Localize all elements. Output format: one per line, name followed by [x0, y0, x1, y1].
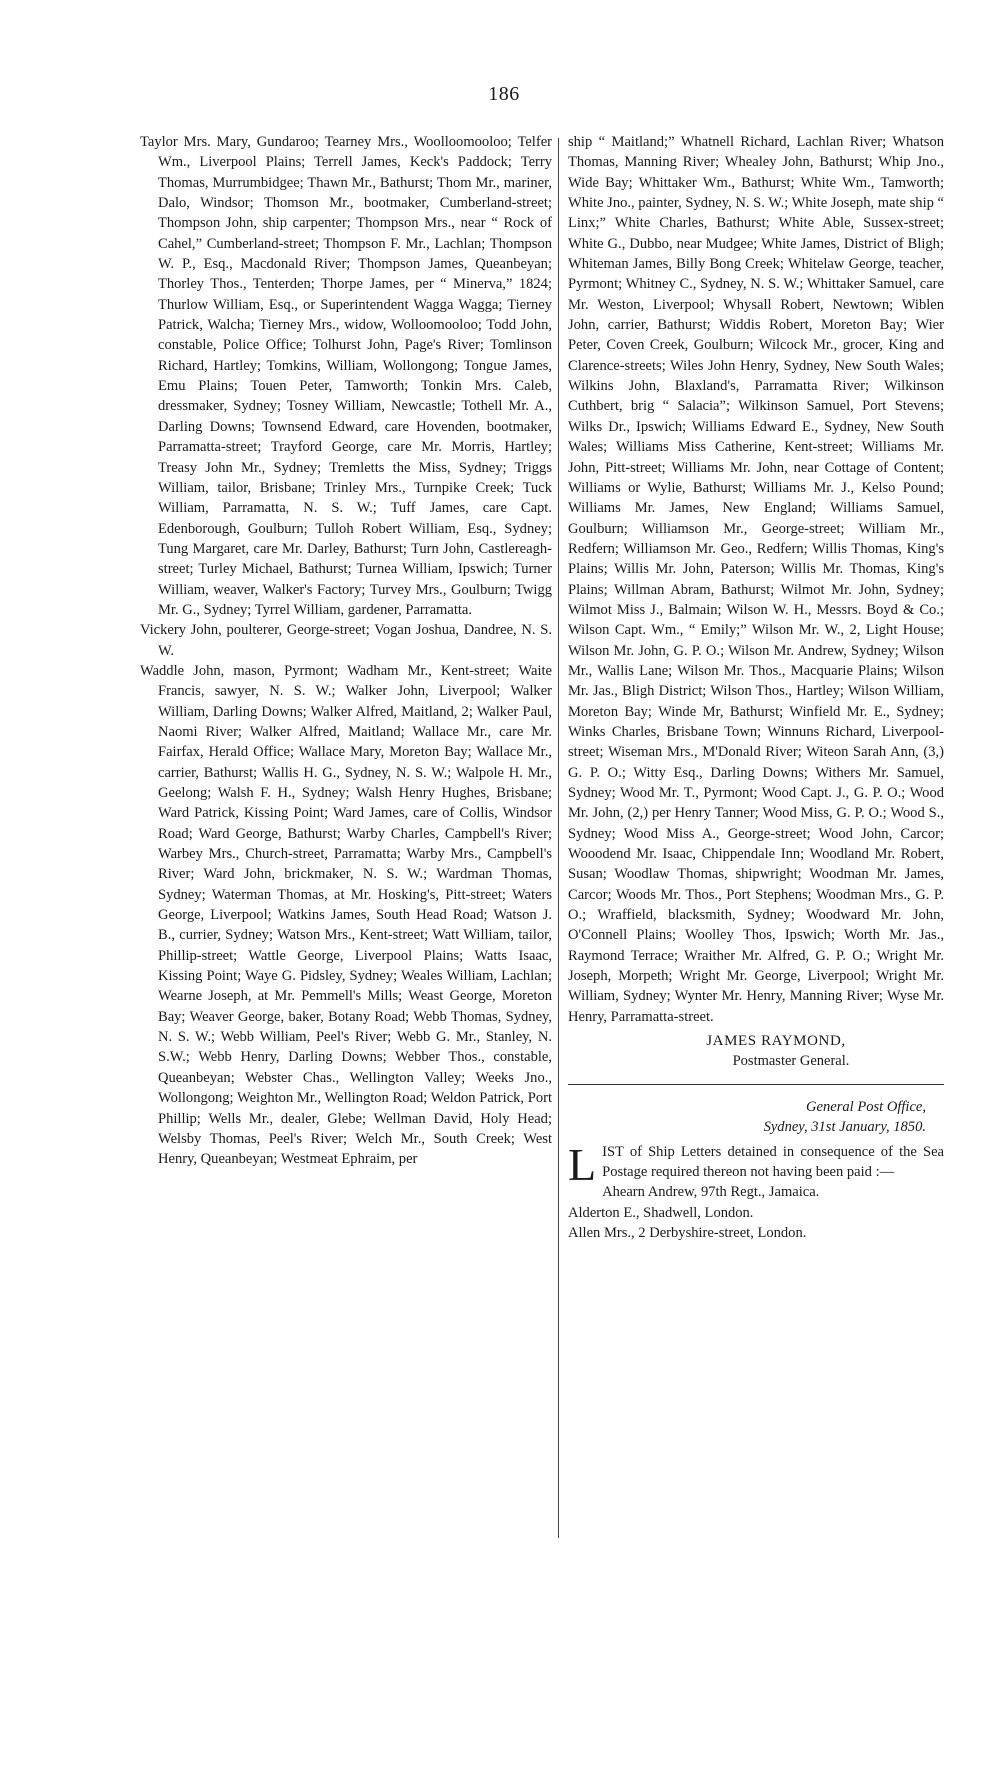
ship-letter-entry: Alderton E., Shadwell, London.: [568, 1204, 754, 1221]
notice-intro: [568, 1138, 944, 1190]
signature-title: Postmaster General.: [732, 1053, 850, 1070]
signature-name: JAMES RAYMOND,: [706, 1033, 846, 1050]
notice-intro-text: IST of Ship Letters detained in consequence of the Sea Postage required thereon not having been paid :—: [602, 1143, 944, 1180]
drop-cap: L: [568, 1138, 597, 1190]
ship-letter-entry: Ahearn Andrew, 97th Regt., Jamaica.: [602, 1184, 820, 1201]
notice-office: General Post Office,: [806, 1098, 926, 1115]
directory-paragraph-v: Vickery John, poulterer, George-street; Vogan Joshua, Dandree, N. S. W.: [140, 622, 552, 659]
page-number: 186: [488, 83, 520, 105]
directory-paragraph-t: Taylor Mrs. Mary, Gundaroo; Tearney Mrs., Woolloomooloo; Telfer Wm., Liverpool Plains; Terrell James, Keck's Paddock; Terry Thomas, Murrumbidgee; Thawn Mr., Bathurst; Thom Mr., mariner, Dalo, Windsor; Thomson Mr., bootmaker, Cumberland-street; Thompson John, ship carpenter; Thompson Mrs., near “ Rock of Cahel,” Cumberland-street; Thompson F. Mr., Lachlan; Thompson W. P., Esq., Macdonald River; Thompson James, Queanbeyan; Thorley Thos., Tenterden; Thorpe James, per “ Minerva,” 1824; Thurlow William, Esq., or Superintendent Wagga Wagga; Tierney Patrick, Walcha; Tierney Mrs., widow, Wolloomooloo; Todd John, constable, Police Office; Tolhurst John, Page's River; Tomlinson Richard, Hartley; Tomkins, William, Wollongong; Tongue James, Emu Plains; Touen Peter, Tamworth; Tonkin Mrs. Caleb, dressmaker, Sydney; Tosney William, Newcastle; Tothell Mr. A., Darling Downs; Townsend Edward, care Hovenden, bootmaker, Parramatta-street; Trayford George, care Mr. Morris, Hartley; Treasy John Mr., Sydney; Tremletts the Miss, Sydney; Triggs William, tailor, Brisbane; Trinley Mrs., Turnpike Creek; Tuck William, Parramatta, N. S. W.; Tuff James, care Capt. Edenborough, Goulburn; Tulloh Robert William, Esq., Sydney; Tung Margaret, care Mr. Darley, Bathurst; Turn John, Castlereagh-street; Turley Michael, Bathurst; Turnea William, Ipswich; Turner William, weaver, Walker's Factory; Turvey Mrs., Goulburn; Twigg Mr. G., Sydney; Tyrrel William, gardener, Parramatta.: [140, 134, 552, 618]
ship-letter-entry: Allen Mrs., 2 Derbyshire-street, London.: [568, 1224, 807, 1241]
directory-paragraph-w: Waddle John, mason, Pyrmont; Wadham Mr., Kent-street; Waite Francis, sawyer, N. S. W.; Walker John, Liverpool; Walker William, Darling Downs; Walker Alfred, Maitland, 2; Walker Paul, Naomi River; Walker Alfred, Maitland; Wallace Mr., care Mr. Fairfax, Herald Office; Wallace Mary, Moreton Bay; Wallace Mr., carrier, Bathurst; Wallis H. G., Sydney, N. S. W.; Walpole H. Mr., Geelong; Walsh F. H., Sydney; Walsh Henry Hughes, Brisbane; Ward Patrick, Kissing Point; Ward James, care of Collis, Windsor Road; Ward George, Bathurst; Warby Charles, Campbell's River; Warbey Mrs., Church-street, Parramatta; Warby Mrs., Campbell's River; Ward John, brickmaker, N. S. W.; Wardman Thomas, Sydney; Waterman Thomas, at Mr. Hosking's, Pitt-street; Waters George, Liverpool; Watkins James, South Head Road; Watson J. B., currier, Sydney; Watson Mrs., Kent-street; Watt William, tailor, Phillip-street; Wattle George, Liverpool Plains; Watts Isaac, Kissing Point; Waye G. Pidsley, Sydney; Weales William, Lachlan; Wearne Joseph, at Mr. Pemmell's Mills; Weast George, Moreton Bay; Weaver George, baker, Botany Road; Webb Thomas, Sydney, N. S. W.; Webb William, Peel's River; Webb G. Mr., Stanley, N. S.W.; Webb Henry, Darling Downs; Webber Thos., constable, Queanbeyan; Webster Chas., Wellington Valley; Weeks Jno., Wollongong; Weighton Mr., Wellington Road; Weldon Patrick, Port Phillip; Wells Mr., dealer, Glebe; Wellman David, Holy Head; Welsby Thomas, Peel's River; Welch Mr., South Creek; West Henry, Queanbeyan; Westmeat Ephraim, per: [140, 662, 552, 1168]
section-divider: [568, 1084, 944, 1085]
directory-paragraph-continued: ship “ Maitland;” Whatnell Richard, Lachlan River; Whatson Thomas, Manning River; Whealey John, Bathurst; Whip Jno., Wide Bay; Whittaker Wm., Bathurst; White Wm., Tamworth; White Jno., painter, Sydney, N. S. W.; White Joseph, mate ship “ Linx;” White Charles, Bathurst; White Able, Sussex-street; White G., Dubbo, near Mudgee; White James, District of Bligh; Whiteman James, Billy Bong Creek; Whitelaw George, teacher, Pyrmont; Whitney C., Sydney, N. S. W.; Whittaker Samuel, care Mr. Weston, Liverpool; Whysall Robert, Newtown; Wiblen John, carrier, Bathurst; Widdis Robert, Moreton Bay; Wier Peter, Coven Creek, Goulburn; Wilcock Mr., grocer, King and Clarence-streets; Wiles John Henry, Sydney, New South Wales; Wilkins John, Blaxland's, Parramatta River; Wilkinson Cuthbert, brig “ Salacia”; Wilkinson Samuel, Port Stevens; Wilks Dr., Ipswich; Williams Edward E., Sydney, New South Wales; Williams Miss Catherine, Kent-street; Williams Mr. John, Pitt-street; Williams Mr. John, near Cottage of Content; Williams or Wylie, Bathurst; Williams Mr. J., Kelso Pound; Williams Mr. James, New England; Williams Samuel, Goulburn; Williamson Mr., George-street; William Mr., Redfern; Williamson Mr. Geo., Redfern; Willis Thomas, King's Plains; Willis Mr. John, Paterson; Willis Mr. Thomas, King's Plains; Willman Abram, Bathurst; Wilmot Mr. John, Sydney; Wilmot Miss J., Balmain; Wilson W. H., Messrs. Boyd & Co.; Wilson Capt. Wm., “ Emily;” Wilson Mr. W., 2, Light House; Wilson Mr. John, G. P. O.; Wilson Mr. Andrew, Sydney; Wilson Mr., Wallis Lane; Wilson Mr. Thos., Macquarie Plains; Wilson Mr. Jas., Bligh District; Wilson Thos., Hartley; Wilson William, Moreton Bay; Winde Mr, Bathurst; Winfield Mr. E., Sydney; Winks Charles, Brisbane Town; Winnuns Richard, Liverpool-street; Wiseman Mrs., M'Donald River; Witeon Sarah Ann, (3,) G. P. O.; Witty Esq., Darling Downs; Withers Mr. Samuel, Sydney; Wood Mr. T., Pyrmont; Wood Capt. J., G. P. O.; Wood Mr. John, (2,) per Henry Tanner; Wood Miss, G. P. O.; Wood S., Sydney; Wood Miss A., George-street; Wood John, Carcor; Wooodend Mr. Isaac, Chippendale Inn; Woodland Mr. Robert, Susan; Woodlaw Thomas, shipwright; Woodman Mr. James, Carcor; Woods Mr. Thos., Port Stephens; Woodman Mrs., G. P. O.; Wraffield, blacksmith, Sydney; Woodward Mr. John, O'Connell Plains; Woolley Thos, Ipswich; Worth Mr. Jas., Raymond Terrace; Wraither Mr. Alfred, G. P. O.; Wright Mr. Joseph, Morpeth; Wright Mr. George, Liverpool; Wright Mr. William, Sydney; Wynter Mr. Henry, Manning River; Wyse Mr. Henry, Parramatta-street.: [568, 134, 944, 1025]
notice-date: Sydney, 31st January, 1850.: [763, 1119, 926, 1136]
signature-block: [568, 1031, 944, 1072]
column-divider: [558, 138, 559, 1538]
ship-letters-notice: [568, 1097, 944, 1243]
right-column: [568, 132, 944, 1243]
left-column: [140, 132, 552, 1170]
